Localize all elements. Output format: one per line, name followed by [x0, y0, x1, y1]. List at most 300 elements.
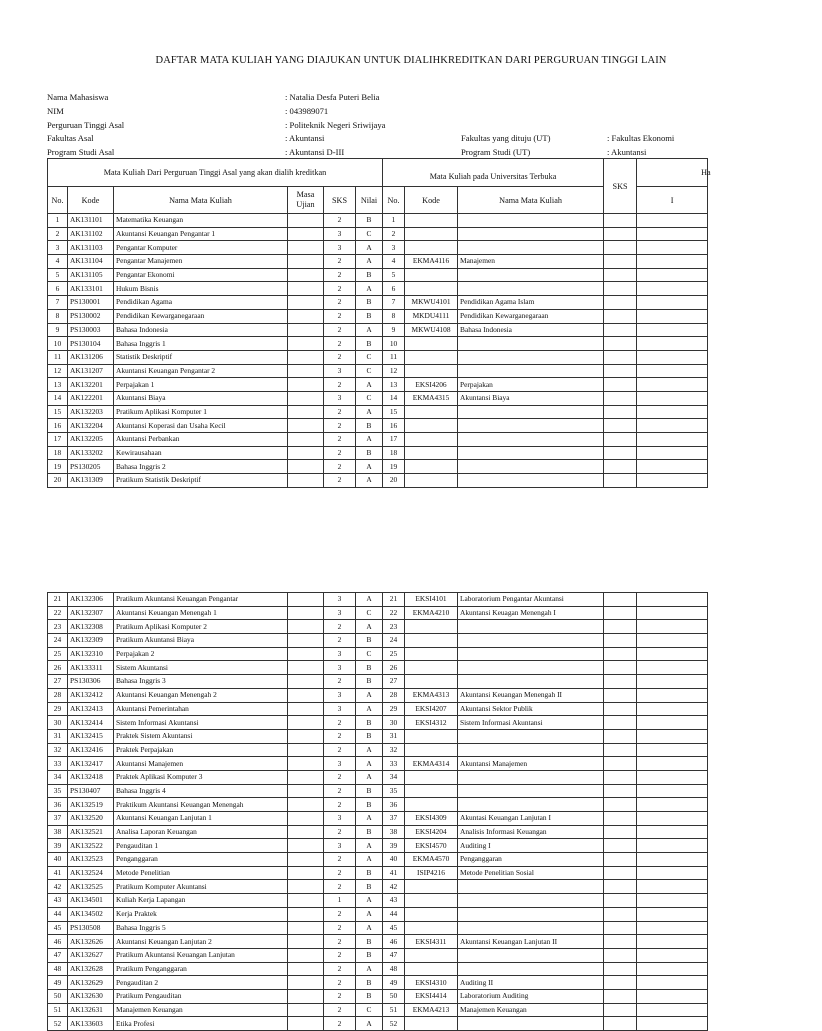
- table-row: [48, 593, 708, 607]
- cell-hasil: [637, 474, 708, 488]
- table-row: [48, 839, 708, 853]
- cell-nilai: B: [356, 309, 383, 323]
- cell-nilai: B: [356, 880, 383, 894]
- table-row: [48, 620, 708, 634]
- cell-sks-ut: [604, 866, 637, 880]
- cell-masa-ujian: [288, 921, 324, 935]
- cell-hasil: [637, 812, 708, 826]
- cell-no: 21: [48, 593, 68, 607]
- cell-nama-mata-kuliah: Pengantar Manajemen: [114, 255, 288, 269]
- cell-sks: 2: [324, 634, 356, 648]
- cell-nama-mata-kuliah-ut: [458, 337, 604, 351]
- cell-no-ut: 52: [383, 1017, 405, 1031]
- table-row: [48, 268, 708, 282]
- cell-hasil: [637, 323, 708, 337]
- table-row: [48, 661, 708, 675]
- cell-no: 13: [48, 378, 68, 392]
- cell-masa-ujian: [288, 433, 324, 447]
- cell-kode: AK132309: [68, 634, 114, 648]
- cell-kode-ut: EKMA4314: [405, 757, 458, 771]
- cell-masa-ujian: [288, 350, 324, 364]
- cell-kode: AK132522: [68, 839, 114, 853]
- cell-kode-ut: ISIP4216: [405, 866, 458, 880]
- cell-sks: 3: [324, 839, 356, 853]
- cell-sks-ut: [604, 688, 637, 702]
- cell-kode: AK133101: [68, 282, 114, 296]
- cell-nama-mata-kuliah-ut: Pendidikan Kewarganegaraan: [458, 309, 604, 323]
- table-row: [48, 296, 708, 310]
- table-row: [48, 866, 708, 880]
- cell-no: 39: [48, 839, 68, 853]
- cell-no: 7: [48, 296, 68, 310]
- cell-nilai: B: [356, 337, 383, 351]
- cell-nilai: C: [356, 1003, 383, 1017]
- cell-kode: AK132519: [68, 798, 114, 812]
- cell-kode: AK131102: [68, 227, 114, 241]
- cell-masa-ujian: [288, 839, 324, 853]
- cell-nama-mata-kuliah-ut: [458, 962, 604, 976]
- cell-sks-ut: [604, 702, 637, 716]
- cell-nama-mata-kuliah-ut: [458, 405, 604, 419]
- cell-no: 42: [48, 880, 68, 894]
- cell-nama-mata-kuliah-ut: [458, 419, 604, 433]
- cell-no-ut: 35: [383, 784, 405, 798]
- cell-nama-mata-kuliah: Pratikum Penganggaran: [114, 962, 288, 976]
- cell-sks: 3: [324, 757, 356, 771]
- cell-kode-ut: EKMA4116: [405, 255, 458, 269]
- cell-sks-ut: [604, 647, 637, 661]
- cell-masa-ujian: [288, 702, 324, 716]
- cell-sks: 2: [324, 798, 356, 812]
- cell-nama-mata-kuliah: Bahasa Inggris 5: [114, 921, 288, 935]
- cell-nama-mata-kuliah: Perpajakan 2: [114, 647, 288, 661]
- cell-sks: 2: [324, 907, 356, 921]
- cell-nama-mata-kuliah: Praktikum Akuntansi Keuangan Menengah: [114, 798, 288, 812]
- table-row: [48, 743, 708, 757]
- cell-nama-mata-kuliah-ut: [458, 268, 604, 282]
- cell-sks: 2: [324, 770, 356, 784]
- cell-no: 10: [48, 337, 68, 351]
- cell-no-ut: 34: [383, 770, 405, 784]
- cell-no-ut: 21: [383, 593, 405, 607]
- cell-nama-mata-kuliah: Pratikum Akuntansi Biaya: [114, 634, 288, 648]
- cell-masa-ujian: [288, 419, 324, 433]
- cell-no: 17: [48, 433, 68, 447]
- cell-kode-ut: EKSI4311: [405, 935, 458, 949]
- cell-hasil: [637, 350, 708, 364]
- credit-table-part-2: [47, 592, 708, 1031]
- cell-masa-ujian: [288, 337, 324, 351]
- cell-kode-ut: [405, 729, 458, 743]
- cell-nama-mata-kuliah-ut: Sistem Informasi Akuntansi: [458, 716, 604, 730]
- cell-nilai: A: [356, 241, 383, 255]
- cell-sks: 3: [324, 391, 356, 405]
- cell-sks-ut: [604, 255, 637, 269]
- table-row: [48, 989, 708, 1003]
- cell-sks: 2: [324, 935, 356, 949]
- cell-nama-mata-kuliah: Analisa Laporan Keuangan: [114, 825, 288, 839]
- cell-masa-ujian: [288, 743, 324, 757]
- cell-nama-mata-kuliah: Pratikum Komputer Akuntansi: [114, 880, 288, 894]
- cell-nama-mata-kuliah: Sistem Akuntansi: [114, 661, 288, 675]
- cell-nama-mata-kuliah-ut: Laboratorium Auditing: [458, 989, 604, 1003]
- cell-no: 31: [48, 729, 68, 743]
- cell-hasil: [637, 1003, 708, 1017]
- cell-masa-ujian: [288, 214, 324, 228]
- cell-sks-ut: [604, 976, 637, 990]
- cell-nama-mata-kuliah-ut: [458, 282, 604, 296]
- cell-sks-ut: [604, 241, 637, 255]
- cell-kode-ut: EKMA4570: [405, 853, 458, 867]
- cell-no-ut: 16: [383, 419, 405, 433]
- cell-sks: 2: [324, 323, 356, 337]
- cell-kode: AK131207: [68, 364, 114, 378]
- cell-kode: PS130306: [68, 675, 114, 689]
- cell-nilai: A: [356, 962, 383, 976]
- cell-no: 28: [48, 688, 68, 702]
- cell-no-ut: 37: [383, 812, 405, 826]
- cell-no: 22: [48, 606, 68, 620]
- cell-sks: 3: [324, 593, 356, 607]
- cell-no-ut: 38: [383, 825, 405, 839]
- cell-kode-ut: [405, 634, 458, 648]
- cell-nama-mata-kuliah-ut: Pendidikan Agama Islam: [458, 296, 604, 310]
- cell-no: 43: [48, 894, 68, 908]
- cell-kode-ut: [405, 948, 458, 962]
- cell-sks-ut: [604, 378, 637, 392]
- table-row: [48, 227, 708, 241]
- table-row: [48, 976, 708, 990]
- cell-kode: AK132629: [68, 976, 114, 990]
- cell-no-ut: 20: [383, 474, 405, 488]
- cell-no-ut: 4: [383, 255, 405, 269]
- cell-nilai: B: [356, 675, 383, 689]
- cell-kode: AK131103: [68, 241, 114, 255]
- cell-sks-ut: [604, 948, 637, 962]
- cell-hasil: [637, 716, 708, 730]
- cell-no: 23: [48, 620, 68, 634]
- cell-no: 5: [48, 268, 68, 282]
- table-row: [48, 675, 708, 689]
- cell-nama-mata-kuliah: Perpajakan 1: [114, 378, 288, 392]
- cell-nilai: A: [356, 255, 383, 269]
- cell-nilai: A: [356, 907, 383, 921]
- cell-no: 34: [48, 770, 68, 784]
- cell-no-ut: 9: [383, 323, 405, 337]
- label-prodi-ut: Program Studi (UT): [461, 147, 531, 157]
- cell-sks: 2: [324, 419, 356, 433]
- table-row: [48, 255, 708, 269]
- cell-sks: 3: [324, 227, 356, 241]
- cell-nilai: A: [356, 743, 383, 757]
- cell-sks: 2: [324, 433, 356, 447]
- cell-nama-mata-kuliah-ut: [458, 350, 604, 364]
- cell-nama-mata-kuliah-ut: Metode Penelitian Sosial: [458, 866, 604, 880]
- cell-hasil: [637, 364, 708, 378]
- cell-kode-ut: [405, 880, 458, 894]
- cell-sks-ut: [604, 364, 637, 378]
- cell-kode: AK132310: [68, 647, 114, 661]
- cell-hasil: [637, 989, 708, 1003]
- cell-kode: AK133311: [68, 661, 114, 675]
- label-fakultas-ut: Fakultas yang dituju (UT): [461, 133, 551, 143]
- table-row: [48, 474, 708, 488]
- cell-kode-ut: EKSI4310: [405, 976, 458, 990]
- cell-no-ut: 39: [383, 839, 405, 853]
- cell-sks-ut: [604, 962, 637, 976]
- table-row: [48, 241, 708, 255]
- cell-no: 15: [48, 405, 68, 419]
- cell-nama-mata-kuliah: Praktek Sistem Akuntansi: [114, 729, 288, 743]
- cell-sks-ut: [604, 620, 637, 634]
- cell-nama-mata-kuliah: Kuliah Kerja Lapangan: [114, 894, 288, 908]
- cell-kode: AK131309: [68, 474, 114, 488]
- cell-nama-mata-kuliah-ut: Akuntansi Keuangan Lanjutan II: [458, 935, 604, 949]
- cell-kode-ut: [405, 282, 458, 296]
- cell-kode: AK131101: [68, 214, 114, 228]
- cell-kode: AK132414: [68, 716, 114, 730]
- cell-hasil: [637, 282, 708, 296]
- cell-no-ut: 10: [383, 337, 405, 351]
- label-fakultas: Fakultas Asal: [47, 133, 94, 143]
- cell-no: 38: [48, 825, 68, 839]
- cell-kode: AK122201: [68, 391, 114, 405]
- cell-nama-mata-kuliah: Pratikum Aplikasi Komputer 1: [114, 405, 288, 419]
- table-row: [48, 757, 708, 771]
- cell-sks-ut: [604, 405, 637, 419]
- cell-sks-ut: [604, 460, 637, 474]
- cell-nama-mata-kuliah: Bahasa Indonesia: [114, 323, 288, 337]
- cell-hasil: [637, 241, 708, 255]
- cell-kode: PS130508: [68, 921, 114, 935]
- cell-nilai: A: [356, 460, 383, 474]
- cell-nama-mata-kuliah-ut: [458, 620, 604, 634]
- cell-no: 1: [48, 214, 68, 228]
- cell-sks: 3: [324, 702, 356, 716]
- cell-sks: 2: [324, 405, 356, 419]
- cell-nilai: B: [356, 268, 383, 282]
- table-row: [48, 907, 708, 921]
- cell-kode-ut: [405, 214, 458, 228]
- cell-sks-ut: [604, 675, 637, 689]
- cell-nama-mata-kuliah: Bahasa Inggris 2: [114, 460, 288, 474]
- cell-nilai: B: [356, 729, 383, 743]
- cell-hasil: [637, 729, 708, 743]
- cell-nilai: B: [356, 716, 383, 730]
- value-prodi: : Akuntansi D-III: [285, 147, 345, 157]
- cell-nilai: B: [356, 935, 383, 949]
- cell-masa-ujian: [288, 812, 324, 826]
- table-row: [48, 1003, 708, 1017]
- cell-kode-ut: EKSI4570: [405, 839, 458, 853]
- cell-no-ut: 6: [383, 282, 405, 296]
- cell-sks-ut: [604, 770, 637, 784]
- cell-nama-mata-kuliah-ut: Manajemen: [458, 255, 604, 269]
- cell-nilai: B: [356, 296, 383, 310]
- cell-sks: 2: [324, 989, 356, 1003]
- cell-hasil: [637, 309, 708, 323]
- cell-sks: 2: [324, 1003, 356, 1017]
- cell-kode-ut: [405, 894, 458, 908]
- table-row: [48, 935, 708, 949]
- cell-masa-ujian: [288, 798, 324, 812]
- cell-kode-ut: [405, 405, 458, 419]
- label-pt: Perguruan Tinggi Asal: [47, 120, 125, 130]
- cell-kode: AK132418: [68, 770, 114, 784]
- cell-sks-ut: [604, 853, 637, 867]
- cell-sks-ut: [604, 268, 637, 282]
- value-nim: : 043989071: [285, 106, 329, 116]
- table-row: [48, 784, 708, 798]
- cell-masa-ujian: [288, 364, 324, 378]
- cell-nilai: A: [356, 1017, 383, 1031]
- cell-masa-ujian: [288, 323, 324, 337]
- cell-nama-mata-kuliah: Akuntansi Pemerintahan: [114, 702, 288, 716]
- label-nama: Nama Mahasiswa: [47, 92, 109, 102]
- cell-kode: AK132521: [68, 825, 114, 839]
- cell-kode: AK134502: [68, 907, 114, 921]
- cell-sks-ut: [604, 880, 637, 894]
- cell-no: 33: [48, 757, 68, 771]
- cell-masa-ujian: [288, 825, 324, 839]
- table-row: [48, 962, 708, 976]
- cell-sks-ut: [604, 606, 637, 620]
- cell-nama-mata-kuliah-ut: Auditing I: [458, 839, 604, 853]
- cell-masa-ujian: [288, 378, 324, 392]
- cell-nama-mata-kuliah: Akuntansi Keuangan Menengah 2: [114, 688, 288, 702]
- cell-kode-ut: EKSI4101: [405, 593, 458, 607]
- cell-sks: 3: [324, 812, 356, 826]
- cell-kode-ut: [405, 798, 458, 812]
- cell-nilai: A: [356, 433, 383, 447]
- cell-masa-ujian: [288, 853, 324, 867]
- cell-nama-mata-kuliah: Manajemen Keuangan: [114, 1003, 288, 1017]
- header-hasil: Ha: [637, 159, 708, 187]
- cell-no: 35: [48, 784, 68, 798]
- cell-nama-mata-kuliah-ut: [458, 1017, 604, 1031]
- cell-no-ut: 19: [383, 460, 405, 474]
- cell-sks: 2: [324, 309, 356, 323]
- cell-masa-ujian: [288, 606, 324, 620]
- cell-no: 47: [48, 948, 68, 962]
- cell-nama-mata-kuliah-ut: [458, 729, 604, 743]
- cell-nama-mata-kuliah-ut: [458, 743, 604, 757]
- cell-nama-mata-kuliah: Pratikum Akuntansi Keuangan Pengantar: [114, 593, 288, 607]
- cell-kode: AK132416: [68, 743, 114, 757]
- cell-no-ut: 33: [383, 757, 405, 771]
- cell-sks-ut: [604, 1003, 637, 1017]
- header-nama-ut: Nama Mata Kuliah: [458, 187, 604, 214]
- cell-no-ut: 27: [383, 675, 405, 689]
- cell-sks: 2: [324, 620, 356, 634]
- cell-nama-mata-kuliah-ut: [458, 880, 604, 894]
- cell-kode: AK134501: [68, 894, 114, 908]
- cell-masa-ujian: [288, 620, 324, 634]
- cell-nilai: A: [356, 812, 383, 826]
- cell-sks-ut: [604, 1017, 637, 1031]
- cell-sks-ut: [604, 309, 637, 323]
- table-row: [48, 1017, 708, 1031]
- cell-nama-mata-kuliah: Pendidikan Kewarganegaraan: [114, 309, 288, 323]
- cell-nilai: A: [356, 620, 383, 634]
- cell-nilai: A: [356, 593, 383, 607]
- table-row: [48, 825, 708, 839]
- cell-sks-ut: [604, 323, 637, 337]
- cell-kode-ut: MKWU4101: [405, 296, 458, 310]
- cell-kode: AK132525: [68, 880, 114, 894]
- cell-nilai: C: [356, 391, 383, 405]
- cell-sks: 2: [324, 214, 356, 228]
- cell-nama-mata-kuliah: Metode Penelitian: [114, 866, 288, 880]
- cell-nama-mata-kuliah-ut: [458, 784, 604, 798]
- cell-no: 26: [48, 661, 68, 675]
- cell-nama-mata-kuliah: Matematika Keuangan: [114, 214, 288, 228]
- cell-no-ut: 29: [383, 702, 405, 716]
- cell-kode: PS130407: [68, 784, 114, 798]
- cell-nilai: A: [356, 378, 383, 392]
- cell-no-ut: 22: [383, 606, 405, 620]
- cell-nilai: C: [356, 647, 383, 661]
- cell-kode-ut: [405, 962, 458, 976]
- table-row: [48, 214, 708, 228]
- cell-no-ut: 31: [383, 729, 405, 743]
- cell-kode-ut: [405, 907, 458, 921]
- cell-no-ut: 49: [383, 976, 405, 990]
- cell-sks: 2: [324, 446, 356, 460]
- header-nilai: Nilai: [356, 187, 383, 214]
- table-row: [48, 634, 708, 648]
- cell-sks: 2: [324, 784, 356, 798]
- cell-no: 48: [48, 962, 68, 976]
- cell-kode: AK132308: [68, 620, 114, 634]
- cell-nama-mata-kuliah-ut: [458, 364, 604, 378]
- cell-no-ut: 25: [383, 647, 405, 661]
- cell-nama-mata-kuliah: Kewirausahaan: [114, 446, 288, 460]
- cell-kode-ut: EKSI4312: [405, 716, 458, 730]
- table-row: [48, 606, 708, 620]
- cell-nama-mata-kuliah: Penganggaran: [114, 853, 288, 867]
- cell-no-ut: 7: [383, 296, 405, 310]
- cell-masa-ujian: [288, 255, 324, 269]
- cell-hasil: [637, 743, 708, 757]
- cell-no: 20: [48, 474, 68, 488]
- header-ut-group: Mata Kuliah pada Universitas Terbuka: [383, 159, 604, 187]
- cell-masa-ujian: [288, 894, 324, 908]
- cell-sks: 3: [324, 364, 356, 378]
- cell-sks-ut: [604, 784, 637, 798]
- cell-hasil: [637, 962, 708, 976]
- value-prodi-ut: : Akuntansi: [607, 147, 647, 157]
- cell-nilai: B: [356, 784, 383, 798]
- cell-sks-ut: [604, 593, 637, 607]
- header-hasil-i: I: [637, 187, 708, 214]
- cell-sks-ut: [604, 634, 637, 648]
- cell-nama-mata-kuliah-ut: [458, 634, 604, 648]
- cell-nama-mata-kuliah-ut: [458, 907, 604, 921]
- cell-nama-mata-kuliah: Akuntansi Koperasi dan Usaha Kecil: [114, 419, 288, 433]
- cell-sks: 2: [324, 825, 356, 839]
- cell-masa-ujian: [288, 962, 324, 976]
- cell-no: 44: [48, 907, 68, 921]
- cell-nilai: B: [356, 866, 383, 880]
- cell-no-ut: 13: [383, 378, 405, 392]
- cell-hasil: [637, 853, 708, 867]
- cell-masa-ujian: [288, 593, 324, 607]
- cell-masa-ujian: [288, 757, 324, 771]
- cell-nama-mata-kuliah: Kerja Praktek: [114, 907, 288, 921]
- cell-nilai: A: [356, 770, 383, 784]
- cell-kode-ut: EKMA4213: [405, 1003, 458, 1017]
